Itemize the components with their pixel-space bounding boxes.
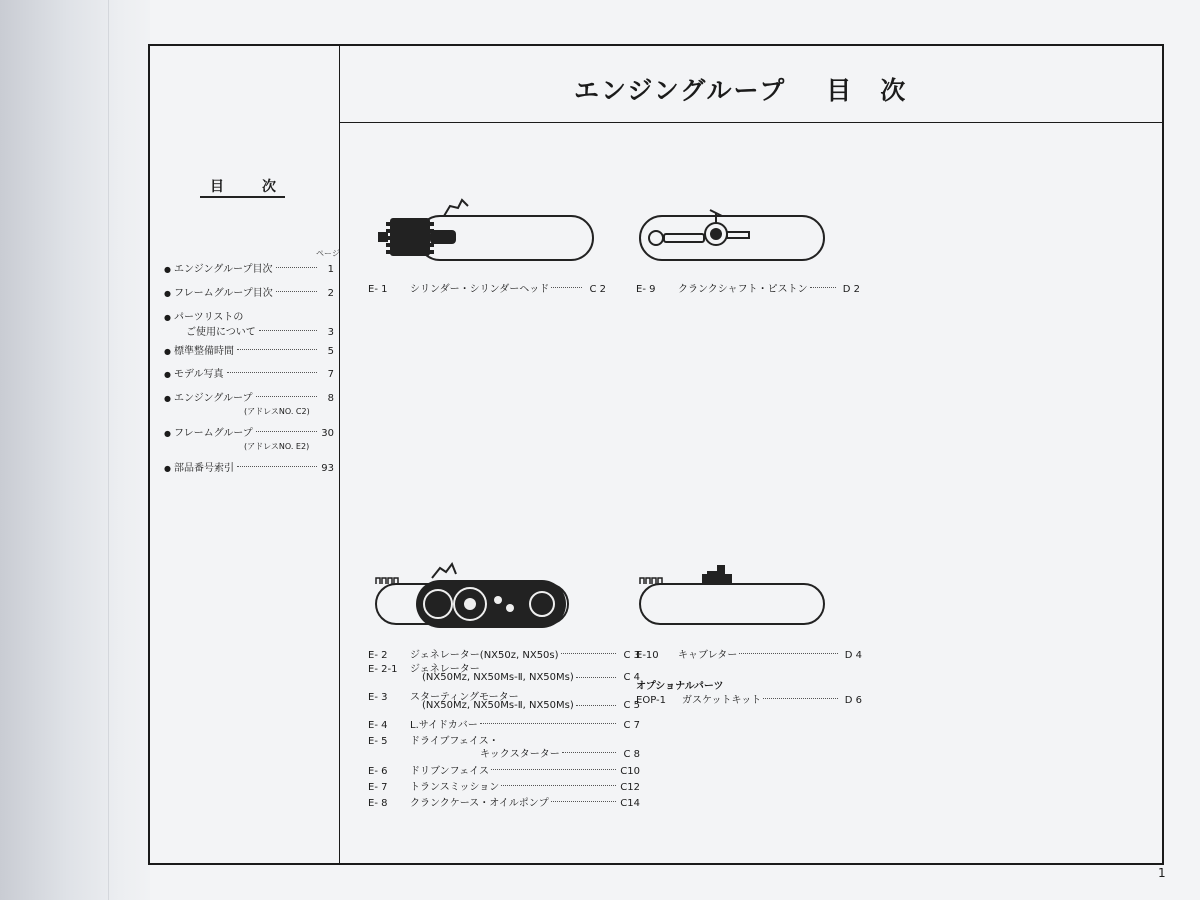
leader-dots (256, 396, 318, 397)
entry-code: E- 2 (368, 650, 388, 661)
leader-dots (561, 653, 616, 654)
toc-item-label-continued: ご使用について (186, 327, 256, 338)
column-divider (339, 46, 340, 863)
page-title-suffix: 目 次 (826, 76, 908, 105)
entry-row-continued (480, 745, 640, 760)
entry-name: スターティングモーター (410, 692, 519, 703)
toc-item[interactable] (164, 284, 334, 299)
entry-row-continued (422, 700, 640, 711)
entry-name-continued: (NX50Mz, NX50Ms-Ⅱ, NX50Ms) (422, 700, 574, 711)
entry-row[interactable] (368, 762, 640, 777)
entry-name: L.サイドカバー (410, 720, 478, 731)
toc-item-label: 標準整備時間 (174, 346, 234, 357)
page-frame (148, 44, 1164, 865)
entry-name: ガスケットキット (682, 695, 762, 706)
leader-dots (491, 769, 616, 770)
entry-address: C 2 (589, 284, 606, 295)
toc-item-label: パーツリストの (174, 312, 244, 323)
entry-name: クランクケース・オイルポンプ (410, 798, 549, 809)
toc-item-page: 7 (327, 369, 334, 380)
crankshaft-piston-illustration (634, 196, 830, 266)
entry-code: E- 5 (368, 736, 388, 747)
leader-dots (237, 349, 317, 350)
toc-item-page: 3 (327, 327, 334, 338)
toc-item-address: (アドレスNO. E2) (244, 442, 310, 451)
header-divider (339, 122, 1162, 123)
toc-title-underline (200, 196, 285, 198)
carburetor-illustration (634, 554, 830, 634)
bullet-icon: ● (164, 370, 171, 379)
entry-address: C10 (620, 766, 640, 777)
entry-address: C 4 (623, 672, 640, 683)
page-title-main: エンジングループ (574, 76, 787, 105)
entry-name: トランスミッション (410, 782, 500, 793)
toc-item-label: フレームグループ (174, 428, 253, 439)
entry-code: E-10 (636, 650, 659, 661)
toc-item-label: エンジングループ (174, 393, 253, 404)
entry-code: E- 4 (368, 720, 388, 731)
bullet-icon: ● (164, 265, 171, 274)
leader-dots (562, 752, 616, 753)
entry-name: クランクシャフト・ピストン (678, 284, 808, 295)
toc-item-label: モデル写真 (174, 369, 224, 380)
entry-name: ジェネレーター (410, 664, 480, 675)
entry-code: EOP-1 (636, 695, 666, 706)
entry-address: D 4 (844, 650, 862, 661)
entry-address: D 6 (844, 695, 862, 706)
optional-parts-heading: オプショナルパーツ (636, 681, 724, 692)
toc-item[interactable] (164, 308, 334, 338)
entry-address: C 8 (623, 749, 640, 760)
entry-name: ドリブンフェイス (410, 766, 489, 777)
toc-item-label: フレームグループ目次 (174, 288, 273, 299)
toc-page-column-header: ページ (316, 249, 340, 258)
leader-dots (276, 291, 317, 292)
entry-code: E- 1 (368, 284, 388, 295)
page-edge-line (108, 0, 109, 900)
entry-code: E- 9 (636, 284, 656, 295)
entry-row[interactable] (368, 280, 606, 295)
entry-code: E- 2-1 (368, 664, 398, 675)
leader-dots (576, 705, 616, 706)
entry-name-continued: キックスターター (480, 749, 560, 760)
bullet-icon: ● (164, 464, 171, 473)
generator-illustration (372, 554, 572, 634)
bullet-icon: ● (164, 347, 171, 356)
toc-item-page: 5 (327, 346, 334, 357)
leader-dots (551, 801, 616, 802)
leader-dots (256, 431, 317, 432)
entry-code: E- 8 (368, 798, 388, 809)
cylinder-head-illustration (378, 196, 598, 266)
leader-dots (259, 330, 317, 331)
toc-item-address: (アドレスNO. C2) (244, 407, 310, 416)
leader-dots (480, 723, 616, 724)
toc-item-page: 1 (327, 264, 334, 275)
leader-dots (237, 466, 317, 467)
entry-name: ジェネレーター(NX50z, NX50s) (410, 650, 559, 661)
leader-dots (551, 287, 582, 288)
entry-name: シリンダー・シリンダーヘッド (410, 284, 550, 295)
entry-name: キャブレター (678, 650, 738, 661)
entry-address: C 7 (623, 720, 640, 731)
page-number: 1 (1158, 866, 1166, 880)
entry-row[interactable] (368, 646, 640, 661)
bullet-icon: ● (164, 289, 171, 298)
entry-name: ドライブフェイス・ (410, 736, 499, 747)
entry-row[interactable] (368, 778, 640, 793)
toc-item[interactable] (164, 365, 334, 380)
toc-item[interactable] (164, 389, 334, 417)
entry-address: C12 (620, 782, 640, 793)
leader-dots (276, 267, 318, 268)
leader-dots (501, 785, 616, 786)
entry-code: E- 6 (368, 766, 388, 777)
entry-name-continued: (NX50Mz, NX50Ms-Ⅱ, NX50Ms) (422, 672, 574, 683)
entry-address: C 3 (623, 650, 640, 661)
entry-code: E- 7 (368, 782, 388, 793)
toc-item-label: 部品番号索引 (174, 463, 234, 474)
entry-code: E- 3 (368, 692, 388, 703)
toc-item-page: 8 (327, 393, 334, 404)
entry-row-continued (422, 672, 640, 683)
toc-item[interactable] (164, 260, 334, 275)
bullet-icon: ● (164, 429, 171, 438)
leader-dots (739, 653, 838, 654)
leader-dots (763, 698, 838, 699)
toc-title: 目 次 (210, 179, 288, 195)
entry-row[interactable] (636, 280, 860, 295)
entry-row[interactable] (368, 716, 640, 731)
bullet-icon: ● (164, 394, 171, 403)
toc-item-label: エンジングループ目次 (174, 264, 273, 275)
leader-dots (576, 677, 616, 678)
page-title (574, 71, 907, 107)
entry-address: C14 (620, 798, 640, 809)
toc-item[interactable] (164, 342, 334, 357)
toc-item-page: 30 (321, 428, 334, 439)
entry-row[interactable] (636, 646, 862, 661)
leader-dots (227, 372, 318, 373)
entry-address: C 5 (623, 700, 640, 711)
toc-item-page: 2 (327, 288, 334, 299)
entry-address: D 2 (842, 284, 860, 295)
book-spine-shadow (0, 0, 150, 900)
leader-dots (810, 287, 836, 288)
toc-item-page: 93 (321, 463, 334, 474)
entry-row[interactable] (368, 794, 640, 809)
toc-item[interactable] (164, 459, 334, 474)
bullet-icon: ● (164, 313, 171, 322)
toc-item[interactable] (164, 424, 334, 452)
entry-row[interactable] (636, 691, 862, 706)
